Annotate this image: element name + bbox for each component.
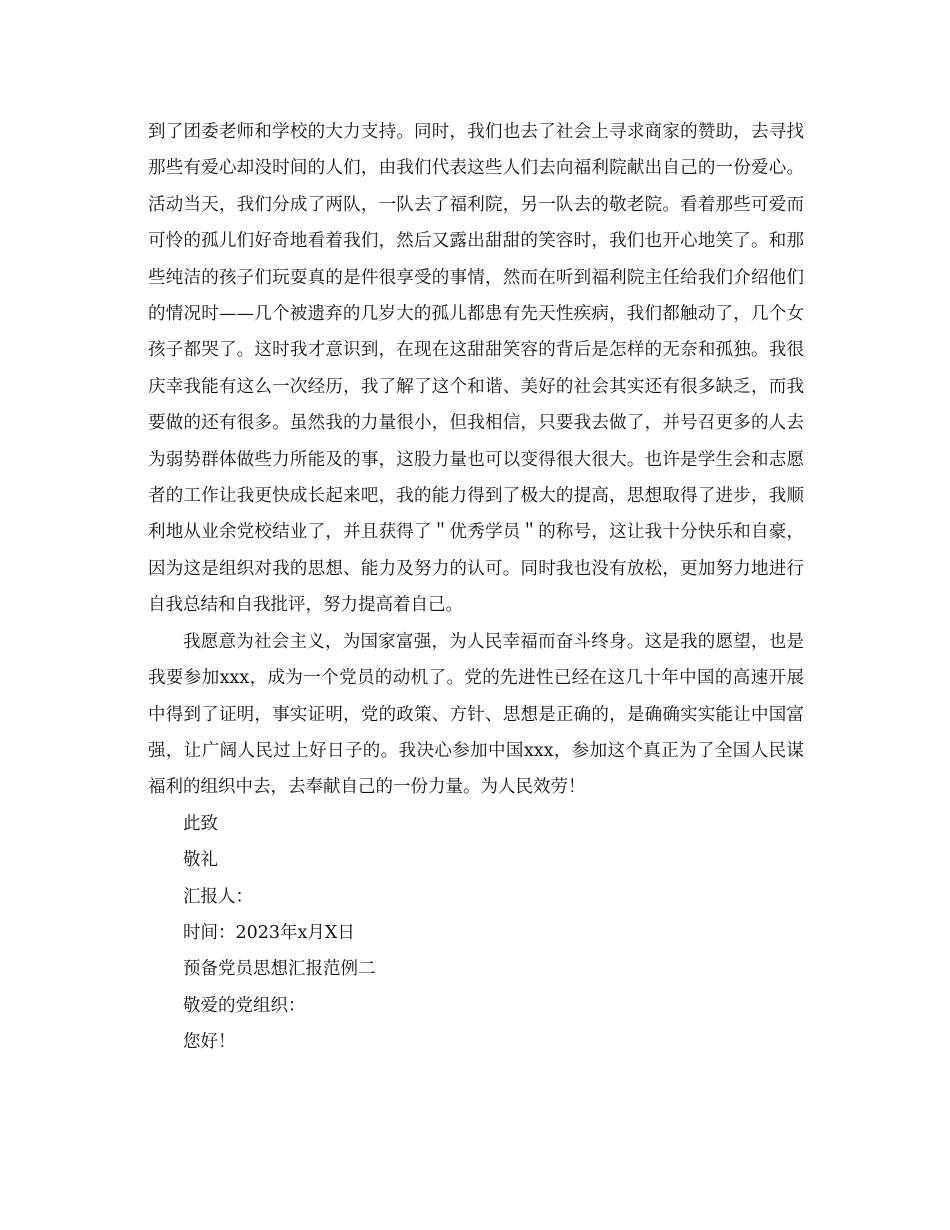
letter-greeting: 敬爱的党组织：	[183, 995, 306, 1016]
reporter-label: 汇报人：	[183, 886, 253, 907]
paragraph-activity-report: 到了团委老师和学校的大力支持。同时，我们也去了社会上寻求商家的赞助，去寻找那些有爱心却没时间的人们，由我们代表这些人们去向福利院献出自己的一份爱心。活动当天，我们分成了两队，一队去了福利院，另一队去的敬老院。看着那些可爱而可怜的孤儿们好奇地看着我们，然后又露出甜甜的笑容时，我们也开心地笑了。和那些纯洁的孩子们玩耍真的是件很享受的事情，然而在听到福利院主任给我们介绍他们的情况时——几个被遗弃的几岁大的孤儿都患有先天性疾病，我们都触动了，几个女孩子都哭了。这时我才意识到，在现在这甜甜笑容的背后是怎样的无奈和孤独。我很庆幸我能有这么一次经历，我了解了这个和谐、美好的社会其实还有很多缺乏，而我要做的还有很多。虽然我的力量很小，但我相信，只要我去做了，并号召更多的人去为弱势群体做些力所能及的事，这股力量也可以变得很大很大。也许是学生会和志愿者的工作让我更快成长起来吧，我的能力得到了极大的提高，思想取得了进步，我顺利地从业余党校结业了，并且获得了＂优秀学员＂的称号，这让我十分快乐和自豪，因为这是组织对我的思想、能力及努力的认可。同时我也没有放松，更加努力地进行自我总结和自我批评，努力提高着自己。	[148, 122, 804, 616]
paragraph-motivation: 我愿意为社会主义，为国家富强，为人民幸福而奋斗终身。这是我的愿望，也是我要参加xxx，成为一个党员的动机了。党的先进性已经在这几十年中国的高速开展中得到了证明，事实证明，党的政策、方针、思想是正确的，是确确实实能让中国富强，让广阔人民过上好日子的。我决心参加中国xxx，参加这个真正为了全国人民谋福利的组织中去，去奉献自己的一份力量。为人民效劳！	[148, 631, 804, 798]
closing-regards: 敬礼	[183, 850, 218, 871]
document-body	[148, 114, 804, 1061]
letter-hello: 您好！	[183, 1032, 236, 1053]
report-date: 时间：2023年x月X日	[183, 922, 355, 943]
closing-salutation: 此致	[183, 813, 218, 834]
section-title: 预备党员思想汇报范例二	[183, 959, 376, 980]
